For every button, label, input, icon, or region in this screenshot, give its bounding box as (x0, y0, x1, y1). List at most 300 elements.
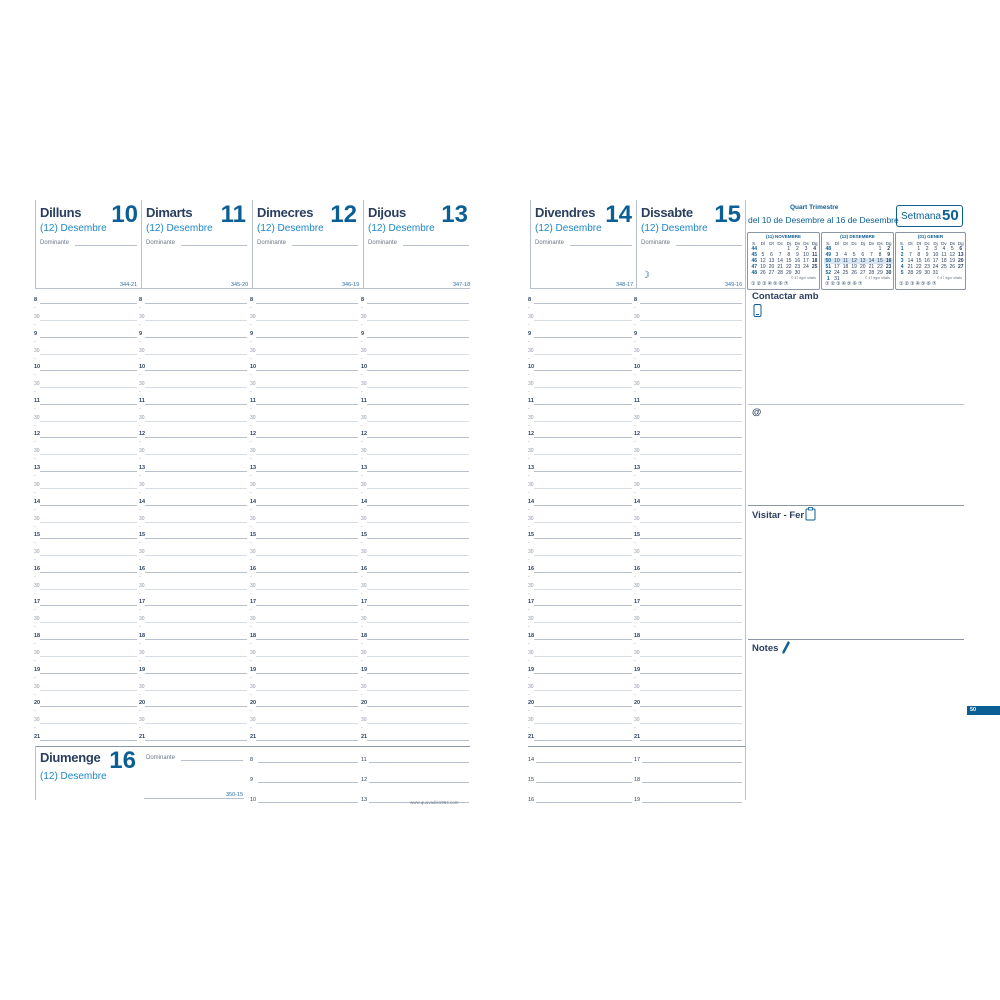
half-hour-mark: 30 (361, 582, 367, 589)
slot-half[interactable] (640, 522, 742, 523)
slot-hour[interactable] (640, 740, 742, 741)
half-hour-mark: 30 (250, 314, 256, 320)
day-code: 348-17 (616, 282, 634, 288)
dominante-line[interactable] (75, 245, 137, 246)
slot-half[interactable] (256, 522, 358, 523)
email-at-icon: @ (752, 407, 762, 418)
quarter-mark: - (34, 322, 36, 328)
hour-label: 15 (139, 532, 146, 539)
slot-hour[interactable] (640, 706, 742, 707)
quarter-mark: - (34, 557, 36, 564)
slot-hour[interactable] (367, 538, 469, 539)
half-hour-mark: 30 (34, 582, 40, 589)
slot-hour[interactable] (367, 673, 469, 674)
quarter-mark: - (634, 674, 636, 681)
half-hour-mark: 30 (34, 414, 40, 421)
half-hour-mark: 30 (34, 347, 40, 354)
weekday-header: Ds (803, 240, 809, 246)
slot-hour[interactable] (367, 370, 469, 371)
date-cell: 24 (834, 270, 840, 276)
week-tab[interactable]: 50 (967, 706, 1000, 715)
hour-label: 12 (528, 431, 535, 438)
weekday-header: S. (752, 240, 757, 246)
pencil-icon (781, 640, 791, 655)
quarter-mark: - (528, 523, 530, 530)
slot-half[interactable] (40, 387, 137, 388)
dominante-line[interactable] (181, 760, 243, 761)
slot-hour[interactable] (256, 605, 358, 606)
half-hour-mark: 30 (528, 347, 534, 354)
slot-half[interactable] (145, 622, 247, 623)
slot-half[interactable] (40, 488, 137, 489)
quarter-mark: - (250, 473, 252, 479)
section-divider (748, 505, 964, 506)
slot-hour[interactable] (145, 572, 247, 573)
slot-hour[interactable] (534, 740, 632, 741)
quarter-mark: - (250, 322, 252, 328)
slot-half[interactable] (40, 656, 137, 657)
slot-half[interactable] (40, 320, 137, 321)
hour-label: 15 (528, 777, 535, 783)
slot-half[interactable] (367, 522, 469, 523)
slot-hour[interactable] (640, 605, 742, 606)
slot-half[interactable] (367, 354, 469, 355)
slot-hour[interactable] (256, 572, 358, 573)
slot-half[interactable] (367, 589, 469, 590)
quarter-mark: - (528, 708, 530, 715)
half-hour-mark: 30 (34, 482, 40, 488)
slot-hour[interactable] (256, 303, 358, 304)
slot-half[interactable] (145, 522, 247, 523)
date-cell: 10 (932, 252, 939, 258)
slot-half[interactable] (256, 387, 358, 388)
hour-label: 21 (139, 733, 146, 740)
day-number: 15 (714, 201, 741, 228)
half-hour-mark: 30 (139, 414, 145, 421)
slot-hour[interactable] (640, 572, 742, 573)
slot-half[interactable] (640, 690, 742, 691)
slot-hour[interactable] (258, 762, 358, 763)
slot-hour[interactable] (40, 605, 137, 606)
weekday-header: Dg (957, 240, 964, 246)
hour-label: 21 (250, 733, 257, 740)
half-hour-mark: 30 (528, 683, 534, 690)
slot-half[interactable] (256, 421, 358, 422)
slot-half[interactable] (640, 723, 742, 724)
hour-label: 10 (250, 797, 257, 803)
slot-half[interactable] (145, 454, 247, 455)
date-cell: 19 (851, 264, 857, 270)
quarter-mark: - (250, 506, 252, 513)
hour-label: 17 (528, 599, 535, 606)
dominante-line[interactable] (570, 245, 632, 246)
slot-half[interactable] (534, 387, 632, 388)
hour-label: 16 (361, 565, 368, 572)
slot-half[interactable] (40, 354, 137, 355)
slot-half[interactable] (40, 589, 137, 590)
slot-hour[interactable] (534, 303, 632, 304)
date-cell: 23 (885, 264, 892, 270)
slot-hour[interactable] (256, 404, 358, 405)
slot-hour[interactable] (640, 538, 742, 539)
slot-hour[interactable] (145, 471, 247, 472)
quarter-mark: - (250, 456, 252, 463)
half-hour-mark: 30 (634, 650, 640, 656)
slot-hour[interactable] (534, 404, 632, 405)
day-month: (12) Desembre (40, 223, 107, 234)
hour-label: 12 (361, 777, 368, 783)
hour-label: 9 (34, 330, 38, 337)
quarter-mark: - (634, 540, 636, 547)
slot-hour[interactable] (534, 706, 632, 707)
date-cell: 22 (877, 264, 883, 270)
calendar-footer: © 47 dgor sitalis (790, 276, 816, 280)
slot-half[interactable] (367, 656, 469, 657)
quarter-mark: - (634, 590, 636, 597)
quarter-mark: - (139, 540, 141, 547)
slot-hour[interactable] (534, 370, 632, 371)
slot-half[interactable] (640, 589, 742, 590)
slot-half[interactable] (367, 488, 469, 489)
frame-line (745, 200, 746, 800)
quarter-mark: - (250, 338, 252, 345)
slot-half[interactable] (40, 690, 137, 691)
slot-half[interactable] (534, 622, 632, 623)
date-cell: 12 (851, 258, 857, 264)
slot-hour[interactable] (640, 404, 742, 405)
slot-hour[interactable] (40, 437, 137, 438)
slot-hour[interactable] (145, 639, 247, 640)
slot-half[interactable] (367, 320, 469, 321)
slot-half[interactable] (367, 454, 469, 455)
slot-hour[interactable] (256, 471, 358, 472)
half-hour-mark: 30 (634, 482, 640, 488)
slot-hour[interactable] (367, 706, 469, 707)
quarter-mark: - (528, 322, 530, 328)
slot-half[interactable] (145, 589, 247, 590)
slot-hour[interactable] (534, 337, 632, 338)
slot-half[interactable] (40, 555, 137, 556)
slot-hour[interactable] (642, 782, 742, 783)
slot-hour[interactable] (40, 673, 137, 674)
slot-hour[interactable] (534, 538, 632, 539)
slot-hour[interactable] (534, 505, 632, 506)
slot-hour[interactable] (40, 538, 137, 539)
date-cell: 14 (907, 258, 914, 264)
slot-hour[interactable] (256, 370, 358, 371)
slot-hour[interactable] (536, 782, 632, 783)
slot-hour[interactable] (369, 782, 469, 783)
quarter-mark: - (361, 557, 363, 564)
hour-label: 8 (634, 297, 638, 303)
week-number-cell: 47 (751, 264, 758, 270)
slot-half[interactable] (40, 522, 137, 523)
sunday-top-line (528, 746, 745, 747)
slot-hour[interactable] (256, 639, 358, 640)
quarter-mark: - (250, 372, 252, 379)
slot-hour[interactable] (256, 673, 358, 674)
slot-hour[interactable] (640, 505, 742, 506)
slot-hour[interactable] (256, 437, 358, 438)
dominante-line[interactable] (676, 245, 742, 246)
slot-half[interactable] (145, 723, 247, 724)
slot-half[interactable] (534, 589, 632, 590)
hour-label: 14 (250, 498, 257, 505)
hour-label: 20 (634, 700, 641, 707)
slot-half[interactable] (256, 555, 358, 556)
slot-hour[interactable] (40, 740, 137, 741)
slot-half[interactable] (367, 387, 469, 388)
slot-hour[interactable] (640, 370, 742, 371)
slot-half[interactable] (640, 555, 742, 556)
slot-hour[interactable] (534, 471, 632, 472)
slot-half[interactable] (145, 488, 247, 489)
slot-hour[interactable] (640, 303, 742, 304)
slot-hour[interactable] (256, 538, 358, 539)
slot-half[interactable] (534, 488, 632, 489)
half-hour-mark: 30 (139, 717, 145, 724)
slot-hour[interactable] (642, 762, 742, 763)
dominante-label: Dominante (535, 240, 565, 246)
quarter-mark: - (361, 322, 363, 328)
slot-half[interactable] (640, 387, 742, 388)
date-cell: 17 (803, 258, 809, 264)
slot-hour[interactable] (40, 337, 137, 338)
moon-phase-icon: ☽ (641, 270, 650, 281)
slot-hour[interactable] (534, 605, 632, 606)
slot-hour[interactable] (534, 437, 632, 438)
slot-half[interactable] (256, 690, 358, 691)
slot-hour[interactable] (534, 572, 632, 573)
slot-half[interactable] (534, 723, 632, 724)
half-hour-mark: 30 (250, 448, 256, 455)
quarter-mark: - (634, 372, 636, 379)
slot-half[interactable] (256, 454, 358, 455)
slot-hour[interactable] (536, 762, 632, 763)
date-cell: 5 (950, 246, 954, 252)
slot-hour[interactable] (40, 706, 137, 707)
mini-calendar-january (895, 232, 966, 290)
quarter-mark: - (34, 658, 36, 664)
slot-half[interactable] (534, 522, 632, 523)
slot-hour[interactable] (145, 370, 247, 371)
quarter-mark: - (250, 641, 252, 647)
slot-hour[interactable] (640, 337, 742, 338)
slot-hour[interactable] (145, 740, 247, 741)
slot-hour[interactable] (40, 505, 137, 506)
slot-hour[interactable] (367, 740, 469, 741)
slot-half[interactable] (367, 622, 469, 623)
half-hour-mark: 30 (361, 515, 367, 522)
slot-half[interactable] (256, 354, 358, 355)
quarter-mark: - (634, 338, 636, 345)
slot-hour[interactable] (367, 572, 469, 573)
slot-half[interactable] (40, 622, 137, 623)
frame-line (530, 288, 745, 289)
slot-hour[interactable] (640, 437, 742, 438)
half-hour-mark: 30 (34, 650, 40, 656)
date-cell: 26 (949, 264, 956, 270)
slot-hour[interactable] (640, 471, 742, 472)
slot-hour[interactable] (145, 538, 247, 539)
slot-hour[interactable] (367, 404, 469, 405)
slot-hour[interactable] (534, 639, 632, 640)
quarter-mark: - (634, 658, 636, 664)
slot-half[interactable] (534, 421, 632, 422)
slot-half[interactable] (145, 656, 247, 657)
dominante-line[interactable] (181, 245, 247, 246)
day-month: (12) Desembre (368, 223, 435, 234)
quarter-mark: - (528, 691, 530, 698)
slot-half[interactable] (534, 555, 632, 556)
slot-hour[interactable] (40, 404, 137, 405)
day-code: 344-21 (120, 282, 138, 288)
slot-hour[interactable] (367, 471, 469, 472)
quarter-mark: - (528, 674, 530, 681)
slot-hour[interactable] (367, 639, 469, 640)
slot-hour[interactable] (145, 673, 247, 674)
slot-hour[interactable] (40, 639, 137, 640)
slot-half[interactable] (256, 656, 358, 657)
half-hour-mark: 30 (634, 582, 640, 589)
slot-hour[interactable] (145, 505, 247, 506)
date-cell: 10 (834, 258, 840, 264)
half-hour-mark: 30 (528, 448, 534, 455)
slot-half[interactable] (367, 690, 469, 691)
day-month: (12) Desembre (257, 223, 324, 234)
half-hour-mark: 30 (361, 381, 367, 388)
slot-hour[interactable] (258, 782, 358, 783)
quarter-mark: - (361, 708, 363, 715)
slot-hour[interactable] (536, 802, 632, 803)
hour-label: 18 (634, 777, 641, 783)
quarter-mark: - (34, 708, 36, 715)
date-cell: 15 (785, 258, 792, 264)
dominante-line[interactable] (292, 245, 358, 246)
slot-hour[interactable] (145, 337, 247, 338)
clipboard-icon (805, 507, 816, 521)
slot-half[interactable] (640, 354, 742, 355)
slot-hour[interactable] (145, 706, 247, 707)
slot-half[interactable] (256, 723, 358, 724)
quarter-mark: - (634, 641, 636, 647)
slot-half[interactable] (534, 320, 632, 321)
quarter-mark: - (34, 389, 36, 396)
dominante-label: Dominante (368, 240, 398, 246)
slot-hour[interactable] (145, 605, 247, 606)
quarter-mark: - (34, 355, 36, 362)
slot-hour[interactable] (40, 370, 137, 371)
slot-hour[interactable] (256, 706, 358, 707)
slot-hour[interactable] (256, 505, 358, 506)
slot-half[interactable] (145, 555, 247, 556)
half-hour-mark: 30 (528, 381, 534, 388)
slot-half[interactable] (40, 421, 137, 422)
slot-hour[interactable] (145, 404, 247, 405)
slot-half[interactable] (40, 454, 137, 455)
slot-half[interactable] (145, 354, 247, 355)
slot-half[interactable] (534, 656, 632, 657)
hour-label: 18 (34, 633, 41, 639)
half-hour-mark: 30 (139, 515, 145, 522)
hour-label: 11 (634, 397, 640, 404)
slot-half[interactable] (640, 656, 742, 657)
slot-hour[interactable] (367, 303, 469, 304)
slot-hour[interactable] (256, 337, 358, 338)
slot-half[interactable] (256, 589, 358, 590)
week-label: Setmana (901, 211, 942, 222)
slot-half[interactable] (145, 320, 247, 321)
slot-half[interactable] (145, 690, 247, 691)
quarter-mark: - (634, 389, 636, 396)
slot-hour[interactable] (367, 505, 469, 506)
slot-hour[interactable] (642, 802, 742, 803)
slot-hour[interactable] (640, 673, 742, 674)
slot-half[interactable] (640, 454, 742, 455)
slot-half[interactable] (534, 454, 632, 455)
slot-half[interactable] (640, 488, 742, 489)
slot-half[interactable] (40, 723, 137, 724)
slot-hour[interactable] (369, 762, 469, 763)
quarter-mark: - (634, 573, 636, 580)
slot-hour[interactable] (640, 639, 742, 640)
slot-half[interactable] (367, 421, 469, 422)
half-hour-mark: 30 (361, 314, 367, 320)
quarter-mark: - (361, 691, 363, 698)
slot-half[interactable] (534, 690, 632, 691)
slot-half[interactable] (367, 555, 469, 556)
slot-hour[interactable] (258, 802, 358, 803)
day-number: 10 (111, 201, 138, 228)
hour-label: 16 (139, 565, 146, 572)
slot-hour[interactable] (367, 605, 469, 606)
slot-half[interactable] (145, 387, 247, 388)
slot-hour[interactable] (367, 337, 469, 338)
date-cell: 18 (811, 258, 818, 264)
slot-half[interactable] (256, 622, 358, 623)
quarter-mark: - (139, 691, 141, 698)
day-number: 12 (330, 201, 357, 228)
quarter-mark: - (250, 439, 252, 446)
slot-hour[interactable] (367, 437, 469, 438)
hour-label: 11 (361, 397, 367, 404)
slot-half[interactable] (256, 488, 358, 489)
quarter-mark: - (34, 540, 36, 547)
slot-hour[interactable] (145, 437, 247, 438)
half-hour-mark: 30 (250, 582, 256, 589)
hour-label: 8 (528, 297, 532, 303)
slot-half[interactable] (534, 354, 632, 355)
slot-half[interactable] (256, 320, 358, 321)
slot-half[interactable] (145, 421, 247, 422)
slot-hour[interactable] (40, 572, 137, 573)
slot-half[interactable] (640, 320, 742, 321)
slot-hour[interactable] (40, 471, 137, 472)
hour-label: 12 (34, 431, 41, 438)
dominante-line[interactable] (403, 245, 469, 246)
slot-hour[interactable] (145, 303, 247, 304)
quarter-mark: - (34, 725, 36, 732)
slot-hour[interactable] (256, 740, 358, 741)
quarter-mark: - (634, 708, 636, 715)
slot-half[interactable] (640, 622, 742, 623)
slot-hour[interactable] (534, 673, 632, 674)
slot-hour[interactable] (40, 303, 137, 304)
hour-label: 16 (528, 565, 535, 572)
slot-half[interactable] (640, 421, 742, 422)
slot-half[interactable] (367, 723, 469, 724)
hour-label: 20 (528, 700, 535, 707)
